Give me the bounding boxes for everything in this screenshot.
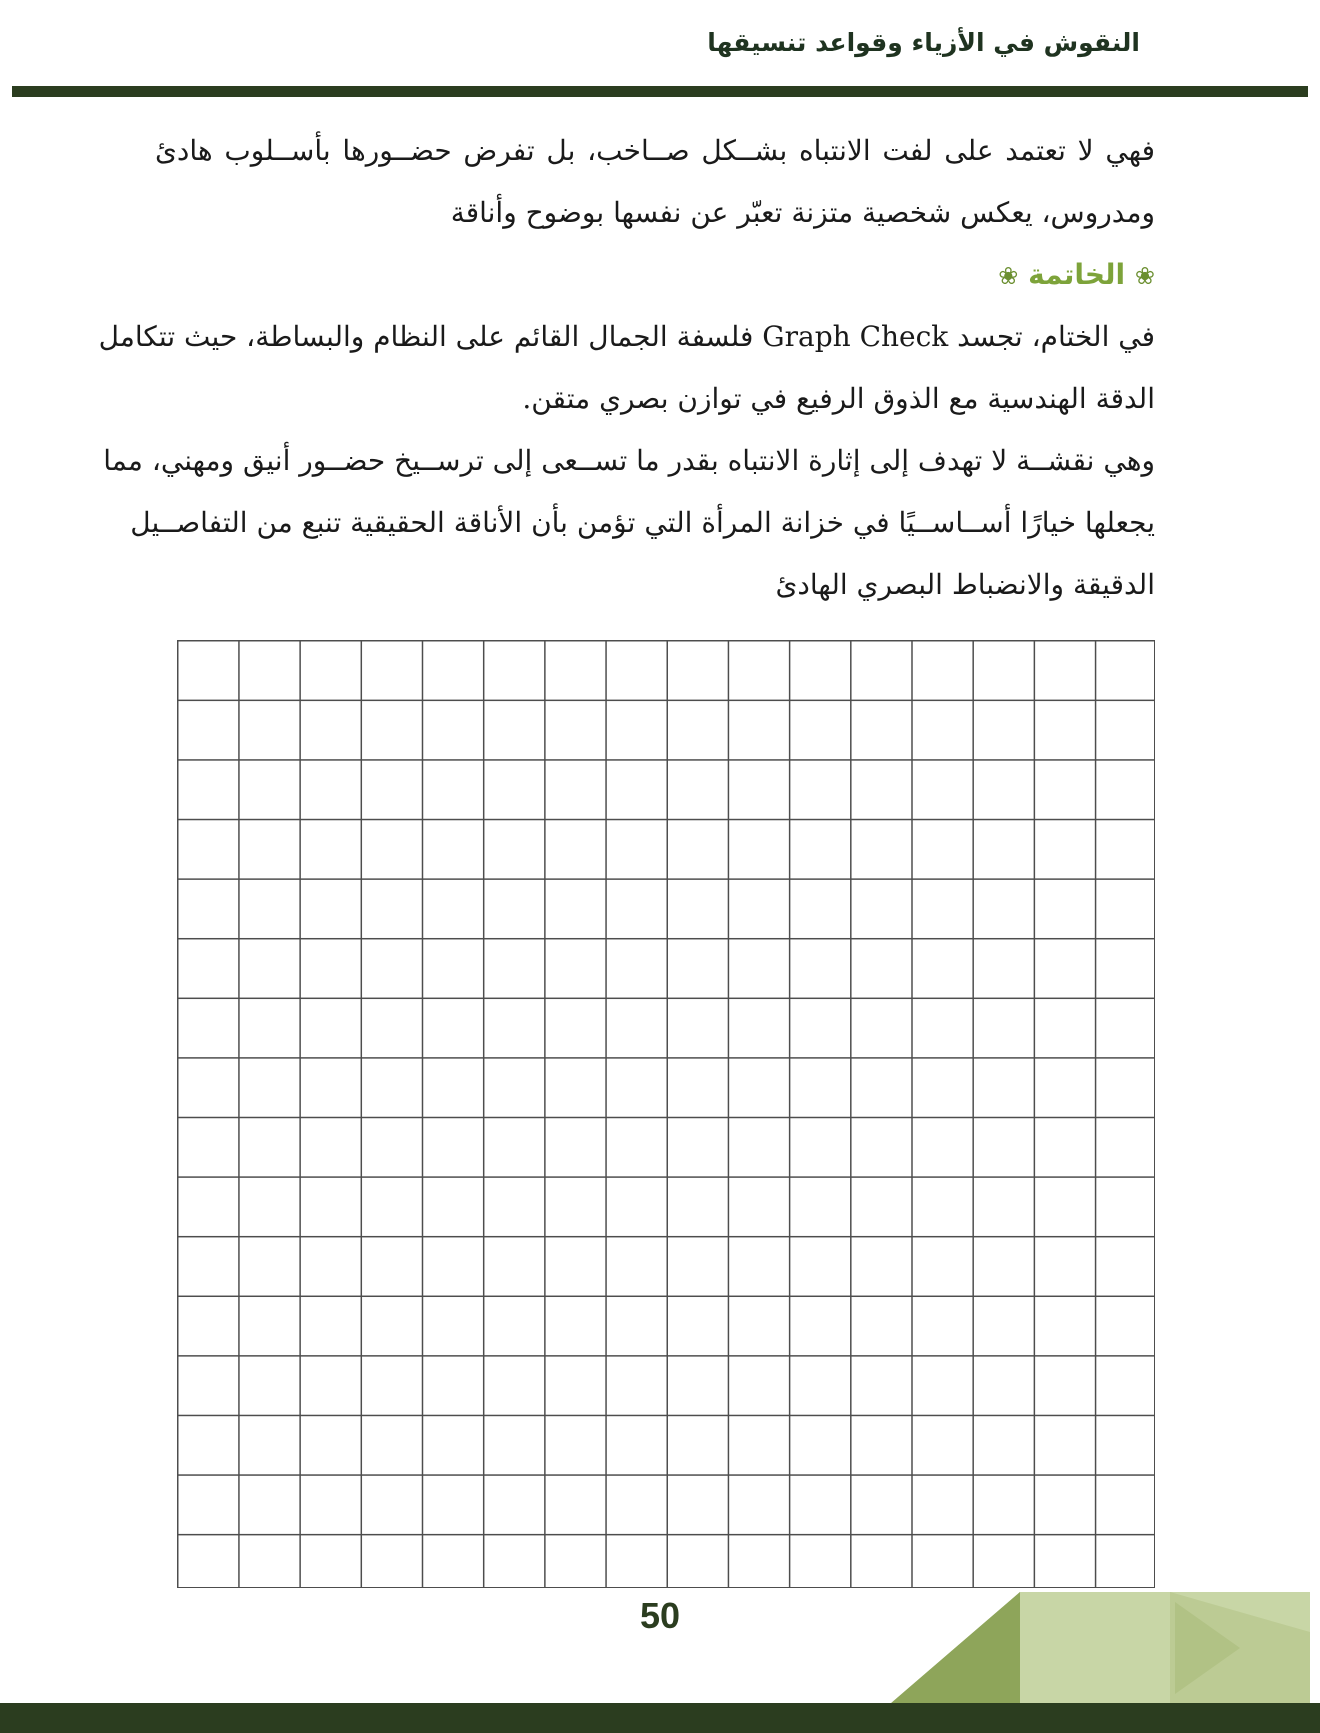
corner-decoration-triangles <box>890 1592 1310 1704</box>
flower-ornament-icon: ❀ <box>998 262 1019 290</box>
paragraph-3-line-3: الدقيقة والانضباط البصري الهادئ <box>775 568 1155 601</box>
page-number: 50 <box>639 1595 681 1636</box>
graph-check-grid-pattern <box>177 640 1155 1588</box>
footer-bar <box>0 1703 1320 1733</box>
paragraph-1-line-1: فهي لا تعتمد على لفت الانتباه بشــكل صــاخب، بل تفرض حضــورها بأســلوب هادئ <box>155 134 1155 167</box>
paragraph-2-line-1: في الختام، تجسد Graph Check فلسفة الجمال القائم على النظام والبساطة، حيث تتكامل <box>98 320 1155 353</box>
paragraph-2-line-2: الدقة الهندسية مع الذوق الرفيع في توازن بصري متقن. <box>522 382 1155 415</box>
section-heading <box>155 244 1155 306</box>
running-header-title: النقوش في الأزياء وقواعد تنسيقها <box>707 28 1140 57</box>
header-divider-bar <box>12 86 1308 97</box>
paragraph-1-line-2: ومدروس، يعكس شخصية متزنة تعبّر عن نفسها بوضوح وأناقة <box>450 196 1155 229</box>
flower-ornament-icon: ❀ <box>1134 262 1155 290</box>
body-text <box>98 120 1155 616</box>
paragraph-3-line-2: يجعلها خيارًا أســاســيًا في خزانة المرأة التي تؤمن بأن الأناقة الحقيقية تنبع من التفاصــيل <box>130 506 1155 539</box>
paragraph-3-line-1: وهي نقشــة لا تهدف إلى إثارة الانتباه بقدر ما تســعى إلى ترســيخ حضــور أنيق ومهني، مما <box>103 444 1155 477</box>
section-heading-text: الخاتمة <box>1028 258 1126 291</box>
